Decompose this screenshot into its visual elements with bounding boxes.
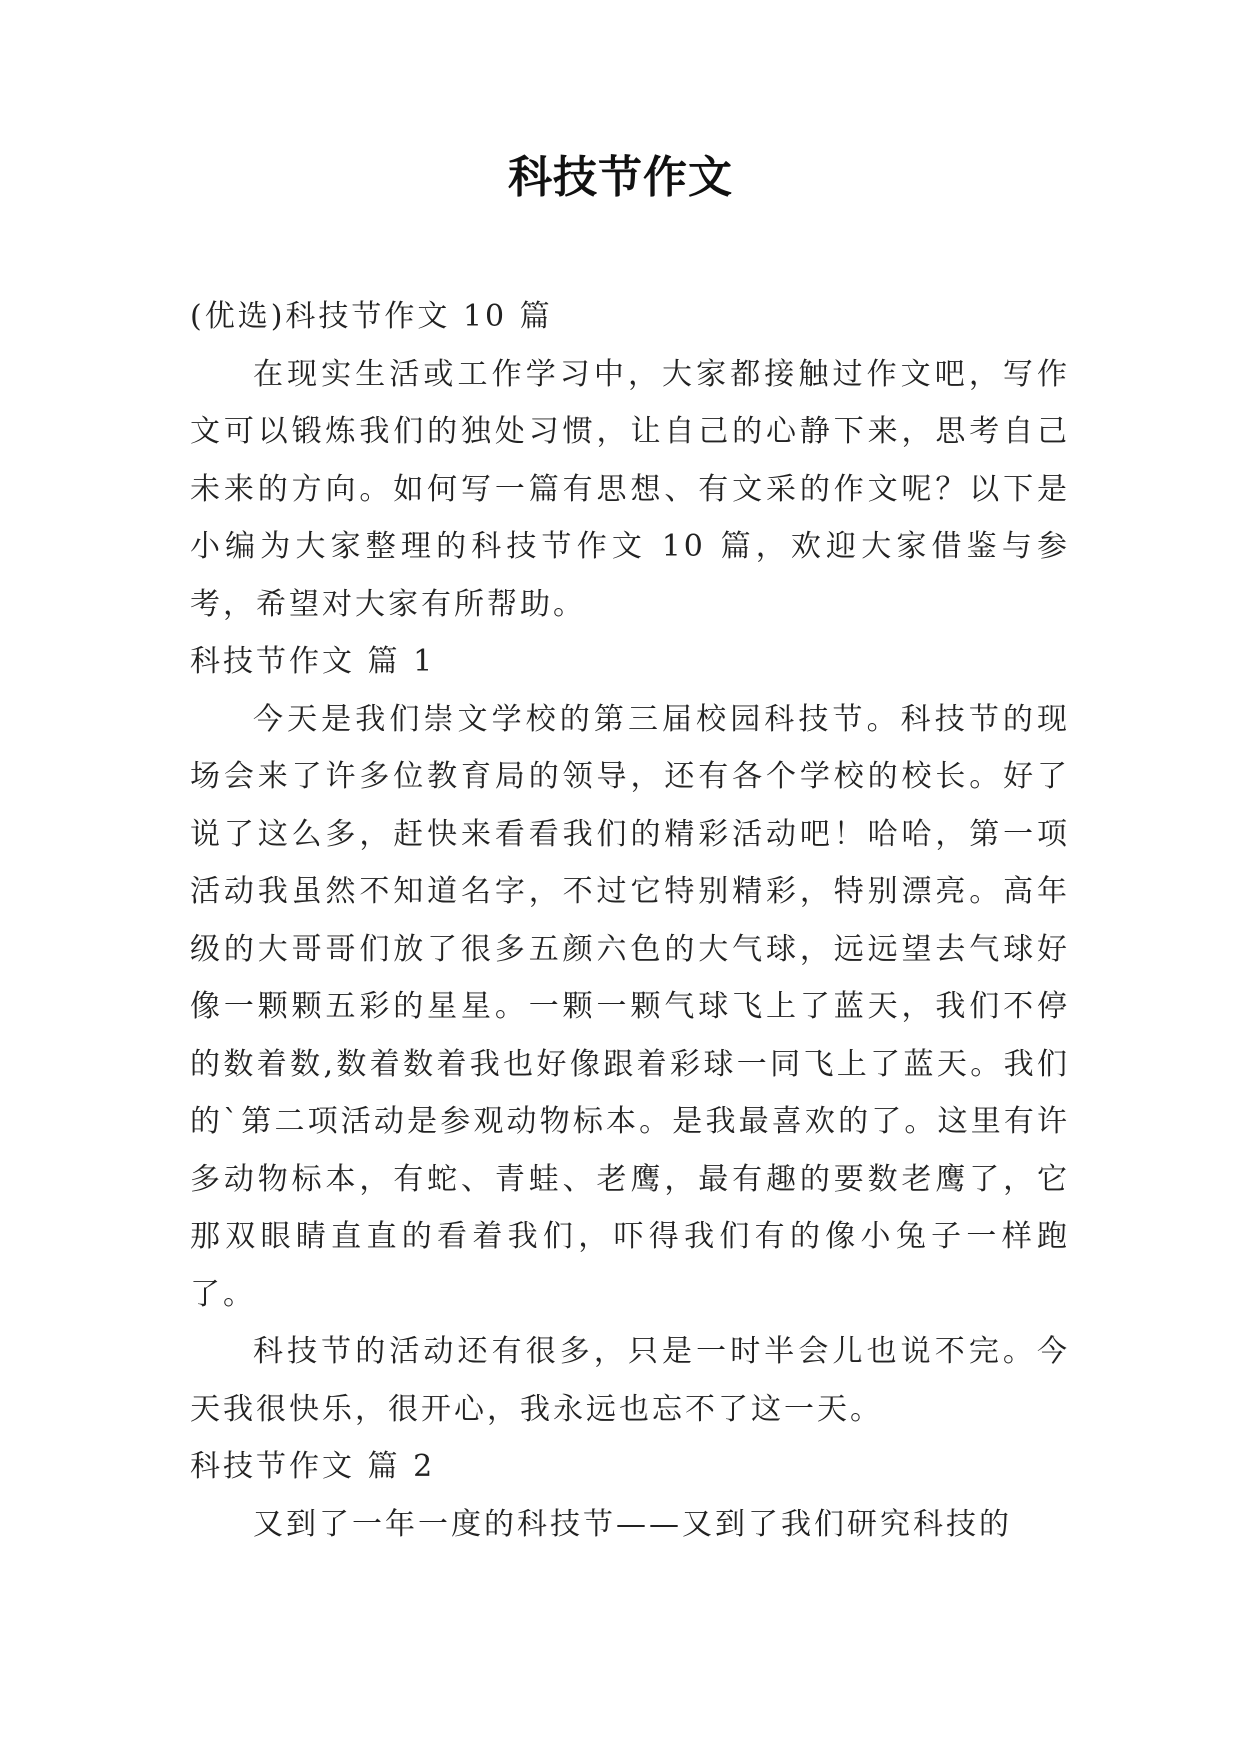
document-title: 科技节作文 <box>508 152 733 203</box>
section-1-paragraph-1: 今天是我们崇文学校的第三届校园科技节。科技节的现场会来了许多位教育局的领导，还有各个学校的校长。好了说了这么多，赶快来看看我们的精彩活动吧！哈哈，第一项活动我虽然不知道名字，不过它特别精彩，特别漂亮。高年级的大哥哥们放了很多五颜六色的大气球，远远望去气球好像一颗颗五彩的星星。一颗一颗气球飞上了蓝天，我们不停的数着数,数着数着我也好像跟着彩球一同飞上了蓝天。我们的`第二项活动是参观动物标本。是我最喜欢的了。这里有许多动物标本，有蛇、青蛙、老鹰，最有趣的要数老鹰了，它那双眼睛直直的看着我们，吓得我们有的像小兔子一样跑了。 <box>190 701 1070 1312</box>
intro-paragraph: 在现实生活或工作学习中，大家都接触过作文吧，写作文可以锻炼我们的独处习惯，让自己的心静下来，思考自己未来的方向。如何写一篇有思想、有文采的作文呢？以下是小编为大家整理的科技节作文 10 篇，欢迎大家借鉴与参考，希望对大家有所帮助。 <box>190 356 1070 622</box>
document-body <box>190 288 1070 1553</box>
section-1-paragraph-2: 科技节的活动还有很多，只是一时半会儿也说不完。今天我很快乐，很开心，我永远也忘不了这一天。 <box>190 1334 1070 1427</box>
section-2-paragraph-1: 又到了一年一度的科技节——又到了我们研究科技的 <box>253 1506 1012 1542</box>
section-heading-1: 科技节作文 篇 1 <box>190 644 436 679</box>
document-subtitle: (优选)科技节作文 10 篇 <box>190 299 553 334</box>
section-heading-2: 科技节作文 篇 2 <box>190 1449 436 1484</box>
